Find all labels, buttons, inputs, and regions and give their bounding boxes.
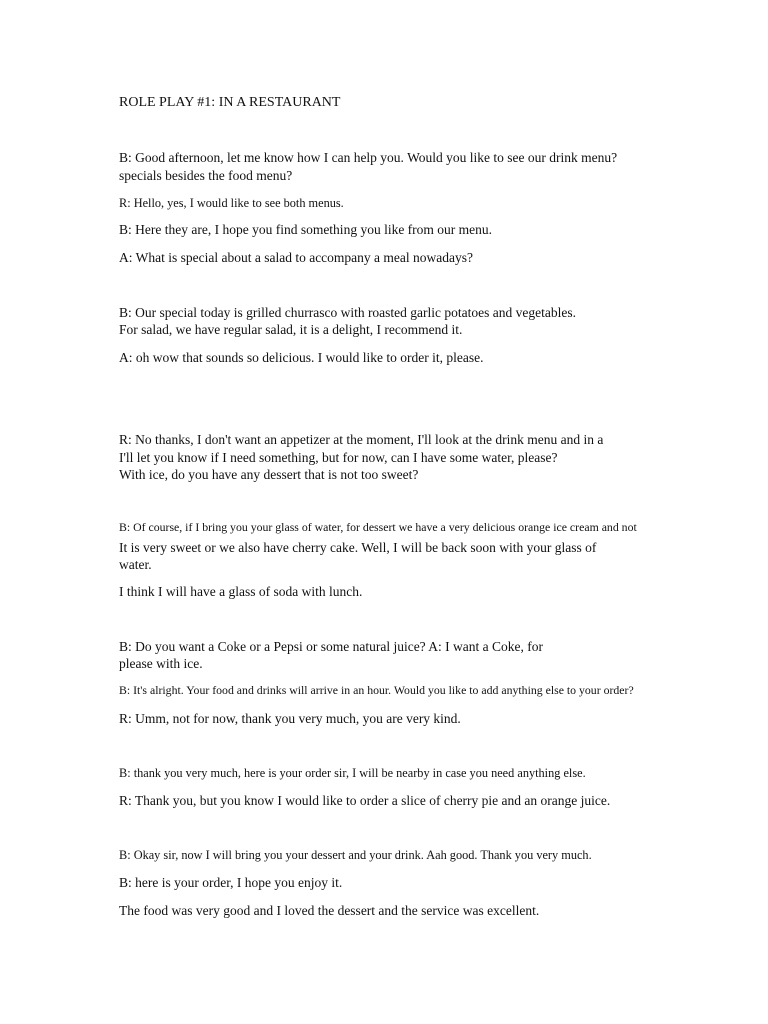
document-title: ROLE PLAY #1: IN A RESTAURANT xyxy=(119,95,341,110)
dialogue-line: For salad, we have regular salad, it is a delight, I recommend it. xyxy=(119,322,463,337)
dialogue-line: B: Okay sir, now I will bring you your dessert and your drink. Aah good. Thank you very much. xyxy=(119,848,592,862)
dialogue-line: B: thank you very much, here is your order sir, I will be nearby in case you need anything else. xyxy=(119,766,586,780)
dialogue-line: I'll let you know if I need something, but for now, can I have some water, please? xyxy=(119,450,558,465)
dialogue-line: I think I will have a glass of soda with lunch. xyxy=(119,584,363,599)
dialogue-line: A: What is special about a salad to accompany a meal nowadays? xyxy=(119,250,473,265)
dialogue-line: B: Of course, if I bring you your glass of water, for dessert we have a very delicious orange ice cream and not xyxy=(119,520,637,534)
dialogue-line: B: Our special today is grilled churrasco with roasted garlic potatoes and vegetables. xyxy=(119,305,576,320)
dialogue-line: A: oh wow that sounds so delicious. I would like to order it, please. xyxy=(119,350,484,365)
dialogue-line: B: It's alright. Your food and drinks will arrive in an hour. Would you like to add anything else to your order? xyxy=(119,683,634,697)
dialogue-line: It is very sweet or we also have cherry cake. Well, I will be back soon with your glass of xyxy=(119,540,597,555)
dialogue-line: The food was very good and I loved the dessert and the service was excellent. xyxy=(119,903,540,918)
dialogue-line: B: Here they are, I hope you find something you like from our menu. xyxy=(119,222,493,237)
dialogue-line: please with ice. xyxy=(119,656,203,671)
dialogue-line: R: Thank you, but you know I would like to order a slice of cherry pie and an orange juice. xyxy=(119,793,611,808)
dialogue-line: R: Hello, yes, I would like to see both menus. xyxy=(119,196,344,210)
dialogue-line: R: No thanks, I don't want an appetizer at the moment, I'll look at the drink menu and in a xyxy=(119,432,604,447)
dialogue-line: water. xyxy=(119,557,152,572)
dialogue-line: B: Good afternoon, let me know how I can help you. Would you like to see our drink menu? xyxy=(119,150,618,165)
dialogue-line: R: Umm, not for now, thank you very much, you are very kind. xyxy=(119,711,461,726)
dialogue-line: B: here is your order, I hope you enjoy it. xyxy=(119,875,343,890)
dialogue-line: With ice, do you have any dessert that is not too sweet? xyxy=(119,467,419,482)
dialogue-line: B: Do you want a Coke or a Pepsi or some natural juice? A: I want a Coke, for xyxy=(119,639,544,654)
dialogue-line: specials besides the food menu? xyxy=(119,168,293,183)
